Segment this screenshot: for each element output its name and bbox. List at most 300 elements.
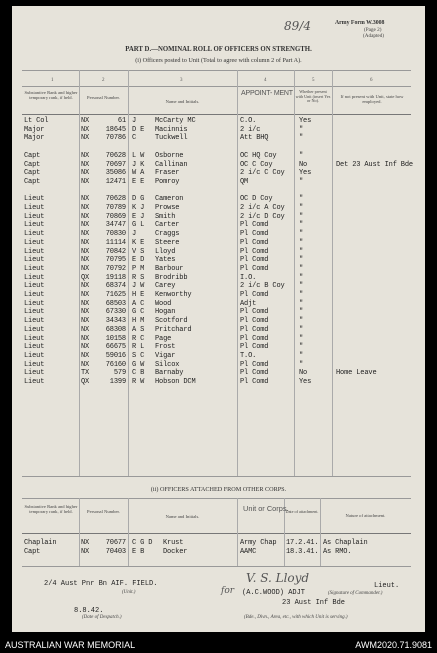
- cell-initials: D E: [132, 125, 145, 134]
- cell-prefix: NX: [81, 169, 90, 178]
- cell-appointment: OC C Coy: [240, 160, 273, 169]
- cell-prefix: NX: [81, 238, 90, 247]
- cell-rank: Capt: [24, 169, 41, 178]
- table-row: [12, 126, 425, 135]
- cell-present: ": [299, 247, 304, 256]
- table-row: [12, 291, 425, 300]
- header-not-present: If not present with Unit, state how employed.: [340, 94, 404, 105]
- cell-number: 68308: [105, 325, 126, 334]
- cell-appointment: Adjt: [240, 299, 257, 308]
- cell-name: Wood: [155, 299, 172, 308]
- cell-prefix: NX: [81, 204, 90, 212]
- cell-prefix: NX: [81, 334, 90, 343]
- cell-present: ": [299, 177, 304, 186]
- cell-rank: Lieut: [24, 334, 45, 343]
- cell-appointment: 2 i/c A Coy: [240, 204, 285, 212]
- table-row: [12, 117, 425, 126]
- table2-header-rule: [22, 533, 411, 534]
- cell-rank: Lieut: [24, 299, 45, 308]
- cell-prefix: NX: [81, 282, 90, 291]
- table-row: [12, 326, 425, 335]
- cell-name: Craggs: [155, 230, 180, 239]
- cell-name: Yates: [155, 256, 176, 265]
- cell-initials: C G D: [132, 539, 153, 547]
- despatch-date: 8.8.42.: [74, 607, 104, 615]
- table-row: [12, 274, 425, 283]
- cell-appointment: Pl Comd: [240, 308, 269, 317]
- cell-present: ": [299, 221, 304, 230]
- cell-rank: Major: [24, 134, 45, 143]
- table-row: [12, 152, 425, 161]
- cell-rank: Capt: [24, 548, 41, 557]
- cell-initials: G C: [132, 308, 145, 317]
- cell-prefix: NX: [81, 317, 90, 326]
- t2-header-rank: Substantive Rank and higher temporary rank, if held.: [24, 504, 78, 515]
- cell-rank: Lt Col: [24, 117, 49, 125]
- cell-prefix: NX: [81, 291, 90, 299]
- cell-rank: Lieut: [24, 204, 45, 212]
- cell-appointment: Pl Comd: [240, 325, 269, 334]
- cell-number: 68503: [105, 299, 126, 308]
- cell-initials: J K: [132, 160, 145, 169]
- cell-initials: D G: [132, 195, 145, 204]
- table-row: [12, 161, 425, 170]
- cell-number: 59016: [105, 351, 126, 360]
- cell-number: 70792: [105, 264, 126, 273]
- cell-prefix: NX: [81, 134, 90, 143]
- cell-rank: Lieut: [24, 256, 45, 265]
- page-indicator: (Page 2): [364, 27, 382, 33]
- t2-header-nature: Nature of attachment.: [345, 513, 386, 518]
- cell-name: Smith: [155, 212, 176, 221]
- table-row: [12, 213, 425, 222]
- cell-name: Callinan: [155, 160, 188, 169]
- table-row: [12, 265, 425, 274]
- header-bottom-rule: [22, 114, 411, 115]
- table-top-rule: [22, 70, 411, 71]
- cell-corps: Army Chap: [240, 539, 277, 547]
- cell-number: 70403: [105, 548, 126, 557]
- cell-rank: Lieut: [24, 308, 45, 317]
- cell-rank: Capt: [24, 160, 41, 169]
- table-row: [12, 178, 425, 187]
- cell-rank: Lieut: [24, 195, 45, 204]
- cell-initials: R C: [132, 334, 145, 343]
- t2-header-name: Name and Initials.: [165, 514, 200, 519]
- cell-initials: V S: [132, 247, 145, 256]
- cell-appointment: OC D Coy: [240, 195, 273, 204]
- cell-rank: Lieut: [24, 343, 45, 352]
- table-row: [12, 369, 425, 378]
- formation-caption: (Bde., Divn., Area, etc., with which Unit is serving.): [244, 615, 348, 620]
- cell-present: ": [299, 299, 304, 308]
- cell-initials: G L: [132, 221, 145, 230]
- cell-present: Yes: [299, 117, 312, 125]
- column-number-rule: [22, 86, 411, 87]
- unit-line: 2/4 Aust Pnr Bn AIF. FIELD.: [44, 580, 158, 588]
- t2-header-number: Personal Number.: [87, 509, 120, 514]
- cell-present: ": [299, 134, 304, 143]
- cell-initials: C: [132, 134, 137, 143]
- cell-prefix: NX: [81, 247, 90, 256]
- cell-rank: Lieut: [24, 351, 45, 360]
- table-row: [12, 352, 425, 361]
- cell-prefix: NX: [81, 360, 90, 369]
- cell-date: 17.2.41.: [286, 539, 319, 547]
- cell-name: Brodribb: [155, 273, 188, 282]
- cell-number: 70628: [105, 195, 126, 204]
- cell-prefix: QX: [81, 273, 90, 282]
- cell-appointment: Pl Comd: [240, 230, 269, 239]
- cell-number: 1399: [109, 378, 126, 386]
- section-1-title: (i) Officers posted to Unit (Total to agree with column 2 of Part A).: [135, 57, 302, 64]
- cell-present: No: [299, 369, 308, 378]
- cell-present: ": [299, 282, 304, 291]
- cell-present: ": [299, 351, 304, 360]
- cell-prefix: NX: [81, 325, 90, 334]
- cell-name: Macinnis: [155, 125, 188, 134]
- cell-prefix: NX: [81, 221, 90, 230]
- cell-present: ": [299, 308, 304, 317]
- cell-initials: R W: [132, 378, 145, 386]
- table-row: [12, 548, 425, 557]
- cell-prefix: TX: [81, 369, 90, 378]
- cell-rank: Capt: [24, 177, 41, 186]
- cell-initials: H M: [132, 317, 145, 326]
- cell-rank: Lieut: [24, 317, 45, 326]
- cell-number: 70842: [105, 247, 126, 256]
- cell-name: Silcox: [155, 360, 180, 369]
- col-number: 6: [370, 78, 373, 83]
- cell-present: ": [299, 291, 304, 299]
- cell-appointment: C.O.: [240, 117, 257, 125]
- cell-name: Hobson DCM: [155, 378, 196, 386]
- handwritten-folio: 89/4: [284, 19, 311, 33]
- cell-prefix: NX: [81, 539, 90, 547]
- signatory-name: (A.C.WOOD) ADJT: [242, 589, 306, 597]
- cell-name: Steere: [155, 238, 180, 247]
- cell-initials: J: [132, 117, 137, 125]
- table-row: [12, 204, 425, 213]
- brigade: 23 Aust Inf Bde: [282, 599, 346, 607]
- table-row: [12, 343, 425, 352]
- cell-present: No: [299, 160, 308, 169]
- cell-appointment: Pl Comd: [240, 238, 269, 247]
- cell-number: 76160: [105, 360, 126, 369]
- cell-date: 18.3.41.: [286, 548, 319, 557]
- cell-present: ": [299, 343, 304, 352]
- cell-appointment: QM: [240, 177, 249, 186]
- cell-rank: Major: [24, 125, 45, 134]
- cell-name: Vigar: [155, 351, 176, 360]
- cell-number: 70677: [105, 539, 126, 547]
- cell-prefix: NX: [81, 151, 90, 160]
- table-row: [12, 300, 425, 309]
- cell-present: ": [299, 317, 304, 326]
- table-row: [12, 361, 425, 370]
- table-row: [12, 143, 425, 152]
- document-page: [12, 6, 425, 632]
- cell-present: ": [299, 238, 304, 247]
- form-number: Army Form W.3008: [335, 20, 385, 26]
- cell-name: Osborne: [155, 151, 184, 160]
- table-row: [12, 317, 425, 326]
- cell-initials: H E: [132, 291, 145, 299]
- cell-appointment: Pl Comd: [240, 360, 269, 369]
- header-personal-number: Personal Number.: [87, 95, 120, 100]
- table-row: [12, 256, 425, 265]
- archive-reference: AWM2020.71.9081: [355, 640, 432, 650]
- table-row: [12, 308, 425, 317]
- archive-footer: [0, 638, 437, 653]
- adapted-note: (Adapted): [363, 33, 385, 39]
- cell-initials: A S: [132, 325, 145, 334]
- cell-present: ": [299, 264, 304, 273]
- signature-for-prefix: for: [221, 586, 235, 596]
- cell-name: Page: [155, 334, 172, 343]
- table-row: [12, 239, 425, 248]
- cell-initials: S C: [132, 351, 145, 360]
- cell-initials: C B: [132, 369, 145, 378]
- cell-number: 12471: [105, 177, 126, 186]
- cell-rank: Lieut: [24, 282, 45, 291]
- despatch-caption: (Date of Despatch.): [82, 615, 122, 620]
- cell-name: McCarty MC: [155, 117, 196, 125]
- cell-appointment: T.O.: [240, 351, 257, 360]
- cell-number: 70789: [105, 204, 126, 212]
- cell-present: ": [299, 256, 304, 265]
- cell-rank: Lieut: [24, 212, 45, 221]
- cell-initials: P M: [132, 264, 145, 273]
- cell-name: Prowse: [155, 204, 180, 212]
- header-name: Name and Initials.: [165, 99, 200, 104]
- table-row: [12, 282, 425, 291]
- signatory-rank: Lieut.: [374, 582, 400, 590]
- cell-prefix: NX: [81, 125, 90, 134]
- cell-initials: K J: [132, 204, 145, 212]
- cell-appointment: 2 i/c B Coy: [240, 282, 285, 291]
- cell-rank: Lieut: [24, 238, 45, 247]
- cell-rank: Chaplain: [24, 539, 57, 547]
- cell-number: 10158: [105, 334, 126, 343]
- table-row: [12, 169, 425, 178]
- cell-appointment: Pl Comd: [240, 378, 269, 386]
- cell-employment: Home Leave: [336, 369, 377, 378]
- cell-present: ": [299, 195, 304, 204]
- cell-number: 70795: [105, 256, 126, 265]
- cell-present: ": [299, 325, 304, 334]
- cell-number: 71625: [105, 291, 126, 299]
- col-number: 2: [102, 78, 105, 83]
- cell-name: Docker: [163, 548, 188, 557]
- cell-prefix: NX: [81, 177, 90, 186]
- cell-nature: As Chaplain: [323, 539, 368, 547]
- table-row: [12, 134, 425, 143]
- cell-prefix: NX: [81, 308, 90, 317]
- cell-number: 70786: [105, 134, 126, 143]
- cell-initials: G W: [132, 360, 145, 369]
- cell-number: 34343: [105, 317, 126, 326]
- cell-appointment: Pl Comd: [240, 343, 269, 352]
- cell-employment: Det 23 Aust Inf Bde: [336, 160, 413, 169]
- cell-appointment: Pl Comd: [240, 256, 269, 265]
- cell-present: ": [299, 334, 304, 343]
- part-title: PART D.—NOMINAL ROLL OF OFFICERS ON STRENGTH.: [125, 46, 312, 53]
- col-number: 4: [264, 78, 267, 83]
- cell-initials: L W: [132, 151, 145, 160]
- cell-number: 34747: [105, 221, 126, 230]
- col-number: 1: [51, 78, 54, 83]
- cell-rank: Lieut: [24, 230, 45, 239]
- cell-initials: J W: [132, 282, 145, 291]
- cell-number: 70830: [105, 230, 126, 239]
- cell-rank: Lieut: [24, 264, 45, 273]
- section-2-title: (ii) OFFICERS ATTACHED FROM OTHER CORPS.: [150, 486, 287, 493]
- cell-present: Yes: [299, 378, 312, 386]
- cell-name: Pritchard: [155, 325, 192, 334]
- cell-appointment: 2 i/c: [240, 125, 261, 134]
- cell-present: ": [299, 151, 304, 160]
- cell-number: 70697: [105, 160, 126, 169]
- cell-initials: A C: [132, 299, 145, 308]
- table-row: [12, 248, 425, 257]
- cell-nature: As RMO.: [323, 548, 352, 557]
- cell-prefix: NX: [81, 160, 90, 169]
- cell-present: ": [299, 212, 304, 221]
- cell-name: Frost: [155, 343, 176, 352]
- cell-rank: Lieut: [24, 273, 45, 282]
- cell-prefix: NX: [81, 117, 90, 125]
- cell-prefix: NX: [81, 264, 90, 273]
- cell-appointment: OC HQ Coy: [240, 151, 277, 160]
- cell-initials: E E: [132, 177, 145, 186]
- table-row: [12, 221, 425, 230]
- cell-appointment: Pl Comd: [240, 264, 269, 273]
- cell-initials: R L: [132, 343, 145, 352]
- cell-name: Carter: [155, 221, 180, 230]
- cell-number: 70628: [105, 151, 126, 160]
- cell-number: 61: [117, 117, 126, 125]
- cell-initials: K E: [132, 238, 145, 247]
- cell-prefix: NX: [81, 548, 90, 557]
- cell-prefix: NX: [81, 195, 90, 204]
- cell-appointment: I.O.: [240, 273, 257, 282]
- t2-header-date: Date of attachment.: [285, 509, 319, 514]
- cell-name: Carey: [155, 282, 176, 291]
- t2-header-unit: Unit or Corps.: [243, 504, 289, 513]
- cell-prefix: NX: [81, 299, 90, 308]
- cell-name: Krust: [163, 539, 184, 547]
- cell-present: ": [299, 204, 304, 212]
- cell-appointment: Pl Comd: [240, 291, 269, 299]
- cell-rank: Lieut: [24, 369, 45, 378]
- cell-number: 19118: [105, 273, 126, 282]
- col-number: 3: [180, 78, 183, 83]
- cell-initials: E J: [132, 212, 145, 221]
- cell-number: 68374: [105, 282, 126, 291]
- table-row: [12, 335, 425, 344]
- cell-prefix: NX: [81, 230, 90, 239]
- cell-name: Scotford: [155, 317, 188, 326]
- table2-top-rule: [22, 498, 411, 499]
- cell-appointment: 2 i/c D Coy: [240, 212, 285, 221]
- cell-present: ": [299, 125, 304, 134]
- col-number: 5: [312, 78, 315, 83]
- cell-number: 11114: [105, 238, 126, 247]
- table2-bottom-rule: [22, 566, 411, 567]
- signature-caption: (Signature of Commander.): [328, 591, 383, 596]
- cell-appointment: 2 i/c C Coy: [240, 169, 285, 178]
- unit-caption: (Unit.): [122, 590, 136, 595]
- cell-prefix: NX: [81, 212, 90, 221]
- cell-prefix: NX: [81, 351, 90, 360]
- cell-name: Tuckwell: [155, 134, 188, 143]
- cell-corps: AAMC: [240, 548, 257, 557]
- cell-rank: Lieut: [24, 378, 45, 386]
- cell-initials: E D: [132, 256, 145, 265]
- cell-appointment: Att BHQ: [240, 134, 269, 143]
- cell-number: 67330: [105, 308, 126, 317]
- cell-number: 70869: [105, 212, 126, 221]
- table-row: [12, 187, 425, 196]
- table-row: [12, 378, 425, 387]
- cell-rank: Lieut: [24, 360, 45, 369]
- archive-name: AUSTRALIAN WAR MEMORIAL: [5, 640, 136, 650]
- table-row: [12, 539, 425, 548]
- cell-present: ": [299, 360, 304, 369]
- cell-rank: Lieut: [24, 325, 45, 334]
- cell-name: Lloyd: [155, 247, 176, 256]
- cell-appointment: Pl Comd: [240, 247, 269, 256]
- cell-number: 579: [113, 369, 126, 378]
- cell-name: Fraser: [155, 169, 180, 178]
- table-bottom-rule: [22, 476, 411, 477]
- cell-present: Yes: [299, 169, 312, 178]
- cell-name: Pomroy: [155, 177, 180, 186]
- cell-name: Kenworthy: [155, 291, 192, 299]
- cell-name: Hogan: [155, 308, 176, 317]
- cell-prefix: QX: [81, 378, 90, 386]
- cell-number: 66675: [105, 343, 126, 352]
- header-rank: Substantive Rank and higher temporary rank, if held.: [24, 90, 78, 101]
- cell-name: Barnaby: [155, 369, 184, 378]
- cell-initials: W A: [132, 169, 145, 178]
- cell-present: ": [299, 230, 304, 239]
- cell-number: 18645: [105, 125, 126, 134]
- cell-appointment: Pl Comd: [240, 334, 269, 343]
- cell-initials: R S: [132, 273, 145, 282]
- cell-initials: E B: [132, 548, 145, 557]
- cell-appointment: Pl Comd: [240, 221, 269, 230]
- cell-appointment: Pl Comd: [240, 369, 269, 378]
- header-appointment: APPOINT- MENT: [241, 90, 293, 97]
- table-row: [12, 230, 425, 239]
- cell-name: Cameron: [155, 195, 184, 204]
- signature-handwriting: V. S. Lloyd: [246, 571, 310, 585]
- cell-rank: Lieut: [24, 291, 45, 299]
- cell-rank: Lieut: [24, 221, 45, 230]
- cell-present: ": [299, 273, 304, 282]
- table-row: [12, 195, 425, 204]
- cell-number: 35086: [105, 169, 126, 178]
- cell-rank: Capt: [24, 151, 41, 160]
- header-present: Whether present with Unit (insert Yes or No).: [295, 89, 331, 104]
- cell-rank: Lieut: [24, 247, 45, 256]
- cell-appointment: Pl Comd: [240, 317, 269, 326]
- cell-prefix: NX: [81, 256, 90, 265]
- cell-name: Barbour: [155, 264, 184, 273]
- cell-initials: J: [132, 230, 137, 239]
